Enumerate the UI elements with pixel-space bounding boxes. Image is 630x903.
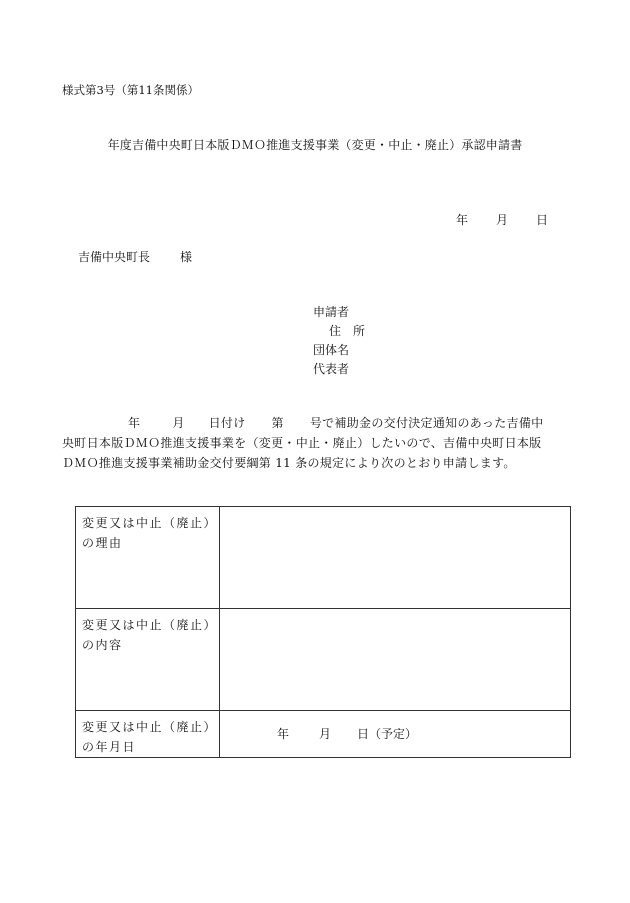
detail-table [75, 506, 571, 758]
addressee-name: 吉備中央町長 [78, 250, 151, 264]
change-date-label [76, 711, 220, 758]
table-row [76, 711, 571, 758]
form-number: 様式第3号（第11条関係） [62, 83, 199, 97]
reason-label-line1: 変更又は中止（廃止） [82, 516, 218, 530]
body-text-line-1 [128, 414, 543, 431]
document-title: 年度吉備中央町日本版ＤＭＯ推進支援事業（変更・中止・廃止）承認申請書 [107, 138, 523, 152]
change-date-label-line2: の年月日 [82, 740, 137, 754]
change-date-month: 月 [319, 727, 332, 741]
applicant-representative-label: 代表者 [313, 362, 350, 376]
change-date-day: 日（予定） [357, 727, 418, 741]
change-date-field[interactable] [220, 711, 571, 758]
addressee-honorific: 様 [180, 250, 193, 264]
reason-label [76, 507, 220, 609]
applicant-label: 申請者 [313, 305, 350, 319]
content-label-line1: 変更又は中止（廃止） [82, 618, 218, 632]
body-text-line-3: ＤＭＯ推進支援事業補助金交付要綱第 11 条の規定により次のとおり申請します。 [62, 456, 516, 470]
change-date-label-line1: 変更又は中止（廃止） [82, 720, 218, 734]
submission-date [456, 211, 548, 228]
content-label [76, 609, 220, 711]
body-year: 年 [128, 416, 141, 430]
content-field[interactable] [220, 609, 571, 711]
body-number-prefix: 第 [271, 416, 284, 430]
reason-field[interactable] [220, 507, 571, 609]
applicant-organization-label: 団体名 [313, 343, 350, 357]
table-row [76, 507, 571, 609]
body-line1-rest: 号で補助金の交付決定通知のあった吉備中 [309, 416, 544, 430]
date-year: 年 [456, 213, 469, 227]
table-row [76, 609, 571, 711]
body-month: 月 [172, 416, 185, 430]
reason-label-line2: の理由 [82, 536, 123, 550]
content-label-line2: の内容 [82, 638, 123, 652]
date-day: 日 [536, 213, 549, 227]
body-dated: 日付け [208, 416, 246, 430]
body-text-line-2: 央町日本版ＤＭＯ推進支援事業を（変更・中止・廃止）したいので、吉備中央町日本版 [62, 436, 542, 450]
date-month: 月 [496, 213, 509, 227]
applicant-address-label: 住 所 [329, 324, 366, 338]
change-date-year: 年 [277, 727, 290, 741]
addressee [78, 248, 192, 265]
